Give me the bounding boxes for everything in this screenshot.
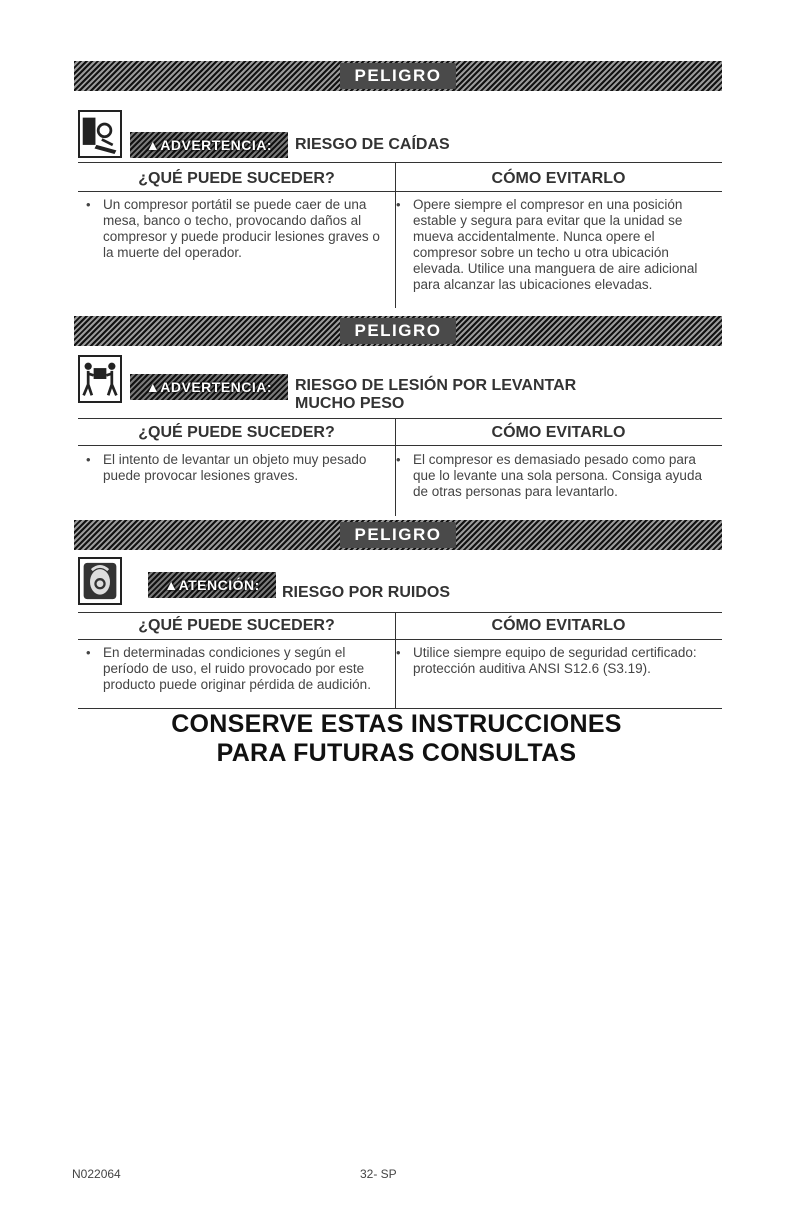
hazard-title-2 [295, 377, 576, 413]
warning-signal-label: ▲ADVERTENCIA: [145, 137, 273, 153]
how-text-2: • El compresor es demasiado pesado como para que lo levante una sola persona. Consiga ayuda de otras personas para levantarlo. [396, 452, 702, 499]
how-text-3: • Utilice siempre equipo de seguridad certificado: protección auditiva ANSI S12.6 (S3.19). [396, 645, 697, 676]
warning-signal-2 [130, 374, 288, 400]
future-reference-line: PARA FUTURAS CONSULTAS [216, 739, 577, 767]
col-head-what-2: ¿QUÉ PUEDE SUCEDER? [138, 424, 335, 441]
divider [78, 191, 722, 192]
divider [78, 639, 722, 640]
hazard-title-line: MUCHO PESO [295, 395, 405, 412]
col-head-how-2: CÓMO EVITARLO [491, 424, 626, 441]
conserve-instructions-line: CONSERVE ESTAS INSTRUCCIONES [171, 710, 622, 738]
divider [78, 445, 722, 446]
divider [78, 708, 722, 709]
what-text-3: • En determinadas condiciones y según el período de uso, el ruido provocado por este producto puede originar pérdida de audición. [86, 645, 371, 692]
document-code: N022064 [72, 1167, 121, 1181]
how-text-1: • Opere siempre el compresor en una posición estable y segura para evitar que la unidad se mueva accidentalmente. Nunca opere el compresor sobre un techo u otra ubicación elevada. Utilice una manguera de aire adicional para alcanzar las ubicaciones elevadas. [396, 197, 698, 292]
caution-signal-label: ▲ATENCIÓN: [164, 577, 260, 593]
caution-signal-3 [148, 572, 276, 598]
banner-label: PELIGRO [340, 318, 455, 344]
hearing-protection-icon [78, 557, 122, 605]
col-head-how-3: CÓMO EVITARLO [491, 617, 626, 634]
hazard-title-1: RIESGO DE CAÍDAS [295, 136, 450, 153]
hazard-title-3: RIESGO POR RUIDOS [282, 584, 451, 601]
divider [78, 612, 722, 613]
divider [78, 418, 722, 419]
warning-signal-label: ▲ADVERTENCIA: [145, 379, 273, 395]
col-head-how-1: CÓMO EVITARLO [491, 170, 626, 187]
divider [78, 162, 722, 163]
danger-banner-3 [74, 520, 722, 550]
danger-banner-2 [74, 316, 722, 346]
warning-signal-1 [130, 132, 288, 158]
danger-banner-1 [74, 61, 722, 91]
banner-label: PELIGRO [340, 522, 455, 548]
banner-label: PELIGRO [340, 63, 455, 89]
page-number: 32- SP [360, 1167, 397, 1181]
what-text-1: • Un compresor portátil se puede caer de una mesa, banco o techo, provocando daños al compresor y puede producir lesiones graves o la muerte del operador. [86, 197, 380, 260]
what-text-2: • El intento de levantar un objeto muy pesado puede provocar lesiones graves. [86, 452, 367, 483]
falling-compressor-icon [78, 110, 122, 158]
col-head-what-3: ¿QUÉ PUEDE SUCEDER? [138, 617, 335, 634]
hazard-title-line: RIESGO DE LESIÓN POR LEVANTAR [295, 377, 577, 394]
col-head-what-1: ¿QUÉ PUEDE SUCEDER? [138, 170, 335, 187]
team-lift-icon [78, 355, 122, 403]
